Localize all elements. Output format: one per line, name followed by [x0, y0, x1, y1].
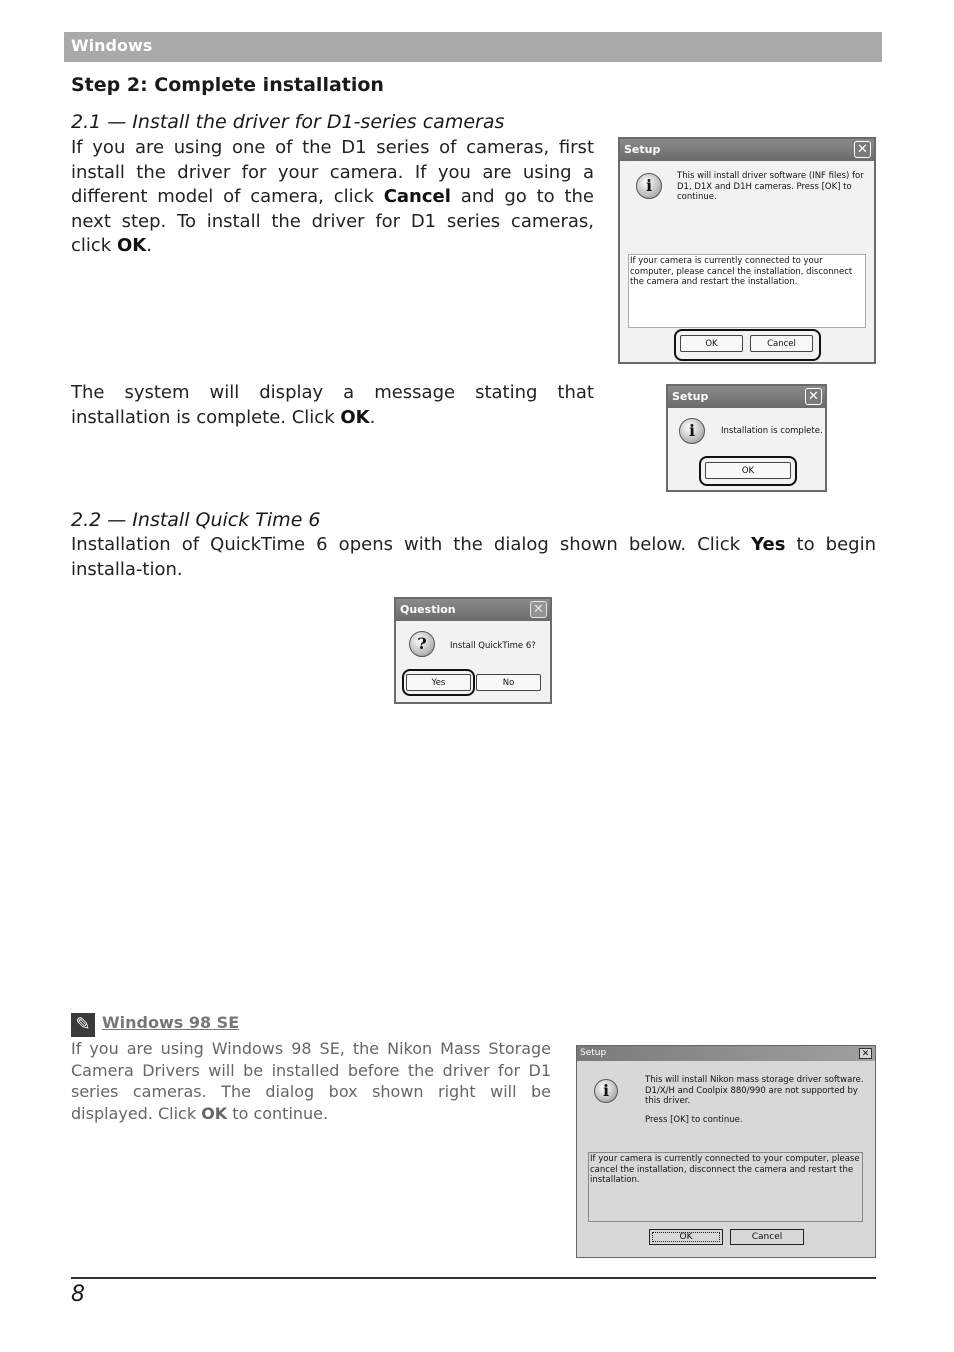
dialog-body — [620, 161, 874, 362]
dialog-title: Setup — [580, 1048, 607, 1058]
section-header-bar — [64, 32, 882, 62]
close-icon[interactable]: ✕ — [530, 601, 547, 618]
warning-text: If your camera is currently connected to your computer, please cancel the installation, disconnect the camera and restart the installation. — [630, 256, 853, 287]
paragraph-text: . — [369, 406, 376, 428]
warning-box — [588, 1152, 863, 1222]
dialog-titlebar — [577, 1046, 875, 1061]
dialog-message: Install QuickTime 6? — [450, 641, 536, 651]
dialog-message: Installation is complete. — [721, 426, 823, 436]
cancel-button[interactable]: Cancel — [730, 1229, 804, 1245]
ok-keyword: OK — [116, 235, 147, 256]
paragraph-text: . — [146, 235, 152, 256]
note-heading: Windows 98 SE — [102, 1013, 240, 1032]
page-number: 8 — [71, 1282, 85, 1307]
cancel-keyword: Cancel — [383, 186, 451, 207]
dialog-titlebar — [668, 386, 825, 408]
ok-keyword: OK — [340, 406, 370, 428]
setup-98se-dialog — [576, 1045, 876, 1258]
warning-box — [628, 254, 866, 328]
setup-driver-dialog — [618, 137, 876, 364]
note-text-part: If you are using Windows 98 SE, the Nikon Mass Storage Camera Drivers will be installed before the driver for D1 series cameras. The dialog box shown right will be displayed. Click — [71, 1039, 551, 1123]
paragraph-text: and go to the next step. To install the driver for D1 series cameras, click — [71, 186, 594, 256]
close-icon[interactable]: ✕ — [805, 388, 822, 405]
subsection-title-2-2: 2.2 — Install Quick Time 6 — [71, 509, 321, 531]
section-label: Windows — [71, 36, 153, 55]
dialog-message: This will install driver software (INF files) for D1, D1X and D1H cameras. Press [OK] to continue. — [677, 171, 864, 202]
step-title: Step 2: Complete installation — [71, 74, 384, 96]
cancel-button[interactable]: Cancel — [750, 335, 813, 352]
no-button[interactable]: No — [476, 674, 541, 691]
dialog-press-text: Press [OK] to continue. — [645, 1115, 743, 1125]
paragraph-text: If you are using one of the D1 series of cameras, first install the driver for your camera. If you are using a different model of camera, click — [71, 137, 594, 207]
ok-keyword: OK — [201, 1103, 228, 1123]
question-icon: ? — [409, 631, 435, 657]
ok-button[interactable]: OK — [649, 1229, 723, 1245]
footer-rule — [71, 1277, 876, 1279]
paragraph-2-2 — [71, 533, 876, 582]
note-text — [71, 1038, 551, 1124]
dialog-title: Setup — [624, 143, 661, 156]
setup-complete-dialog — [666, 384, 827, 492]
ok-button[interactable]: OK — [705, 462, 791, 479]
paragraph-text: to begin installa-tion. — [71, 534, 876, 580]
warning-text: If your camera is currently connected to your computer, please cancel the installation, disconnect the camera and restart the installation. — [590, 1154, 860, 1185]
info-icon: i — [636, 173, 662, 199]
dialog-body — [668, 408, 825, 490]
paragraph-complete — [71, 381, 594, 430]
question-dialog — [394, 597, 552, 704]
info-icon: i — [679, 418, 705, 444]
paragraph-text: Installation of QuickTime 6 opens with the dialog shown below. Click — [71, 534, 752, 555]
paragraph-text: The system will display a message stating that installation is complete. Click — [71, 382, 594, 428]
dialog-title: Setup — [672, 390, 709, 403]
subsection-title-2-1: 2.1 — Install the driver for D1-series cameras — [71, 111, 505, 133]
info-icon: i — [594, 1079, 618, 1103]
paragraph-2-1 — [71, 136, 594, 259]
dialog-message: This will install Nikon mass storage driver software. D1/X/H and Coolpix 880/990 are not supported by this driver. — [645, 1075, 864, 1106]
dialog-titlebar — [396, 599, 550, 621]
close-icon[interactable]: ✕ — [859, 1048, 872, 1059]
ok-button[interactable]: OK — [680, 335, 743, 352]
close-icon[interactable]: ✕ — [854, 141, 871, 158]
dialog-titlebar — [620, 139, 874, 161]
pencil-icon: ✎ — [71, 1013, 95, 1037]
note-text-part: to continue. — [227, 1103, 329, 1123]
dialog-title: Question — [400, 603, 456, 616]
yes-keyword: Yes — [751, 534, 786, 555]
dialog-body — [396, 621, 550, 702]
yes-button[interactable]: Yes — [406, 674, 471, 691]
